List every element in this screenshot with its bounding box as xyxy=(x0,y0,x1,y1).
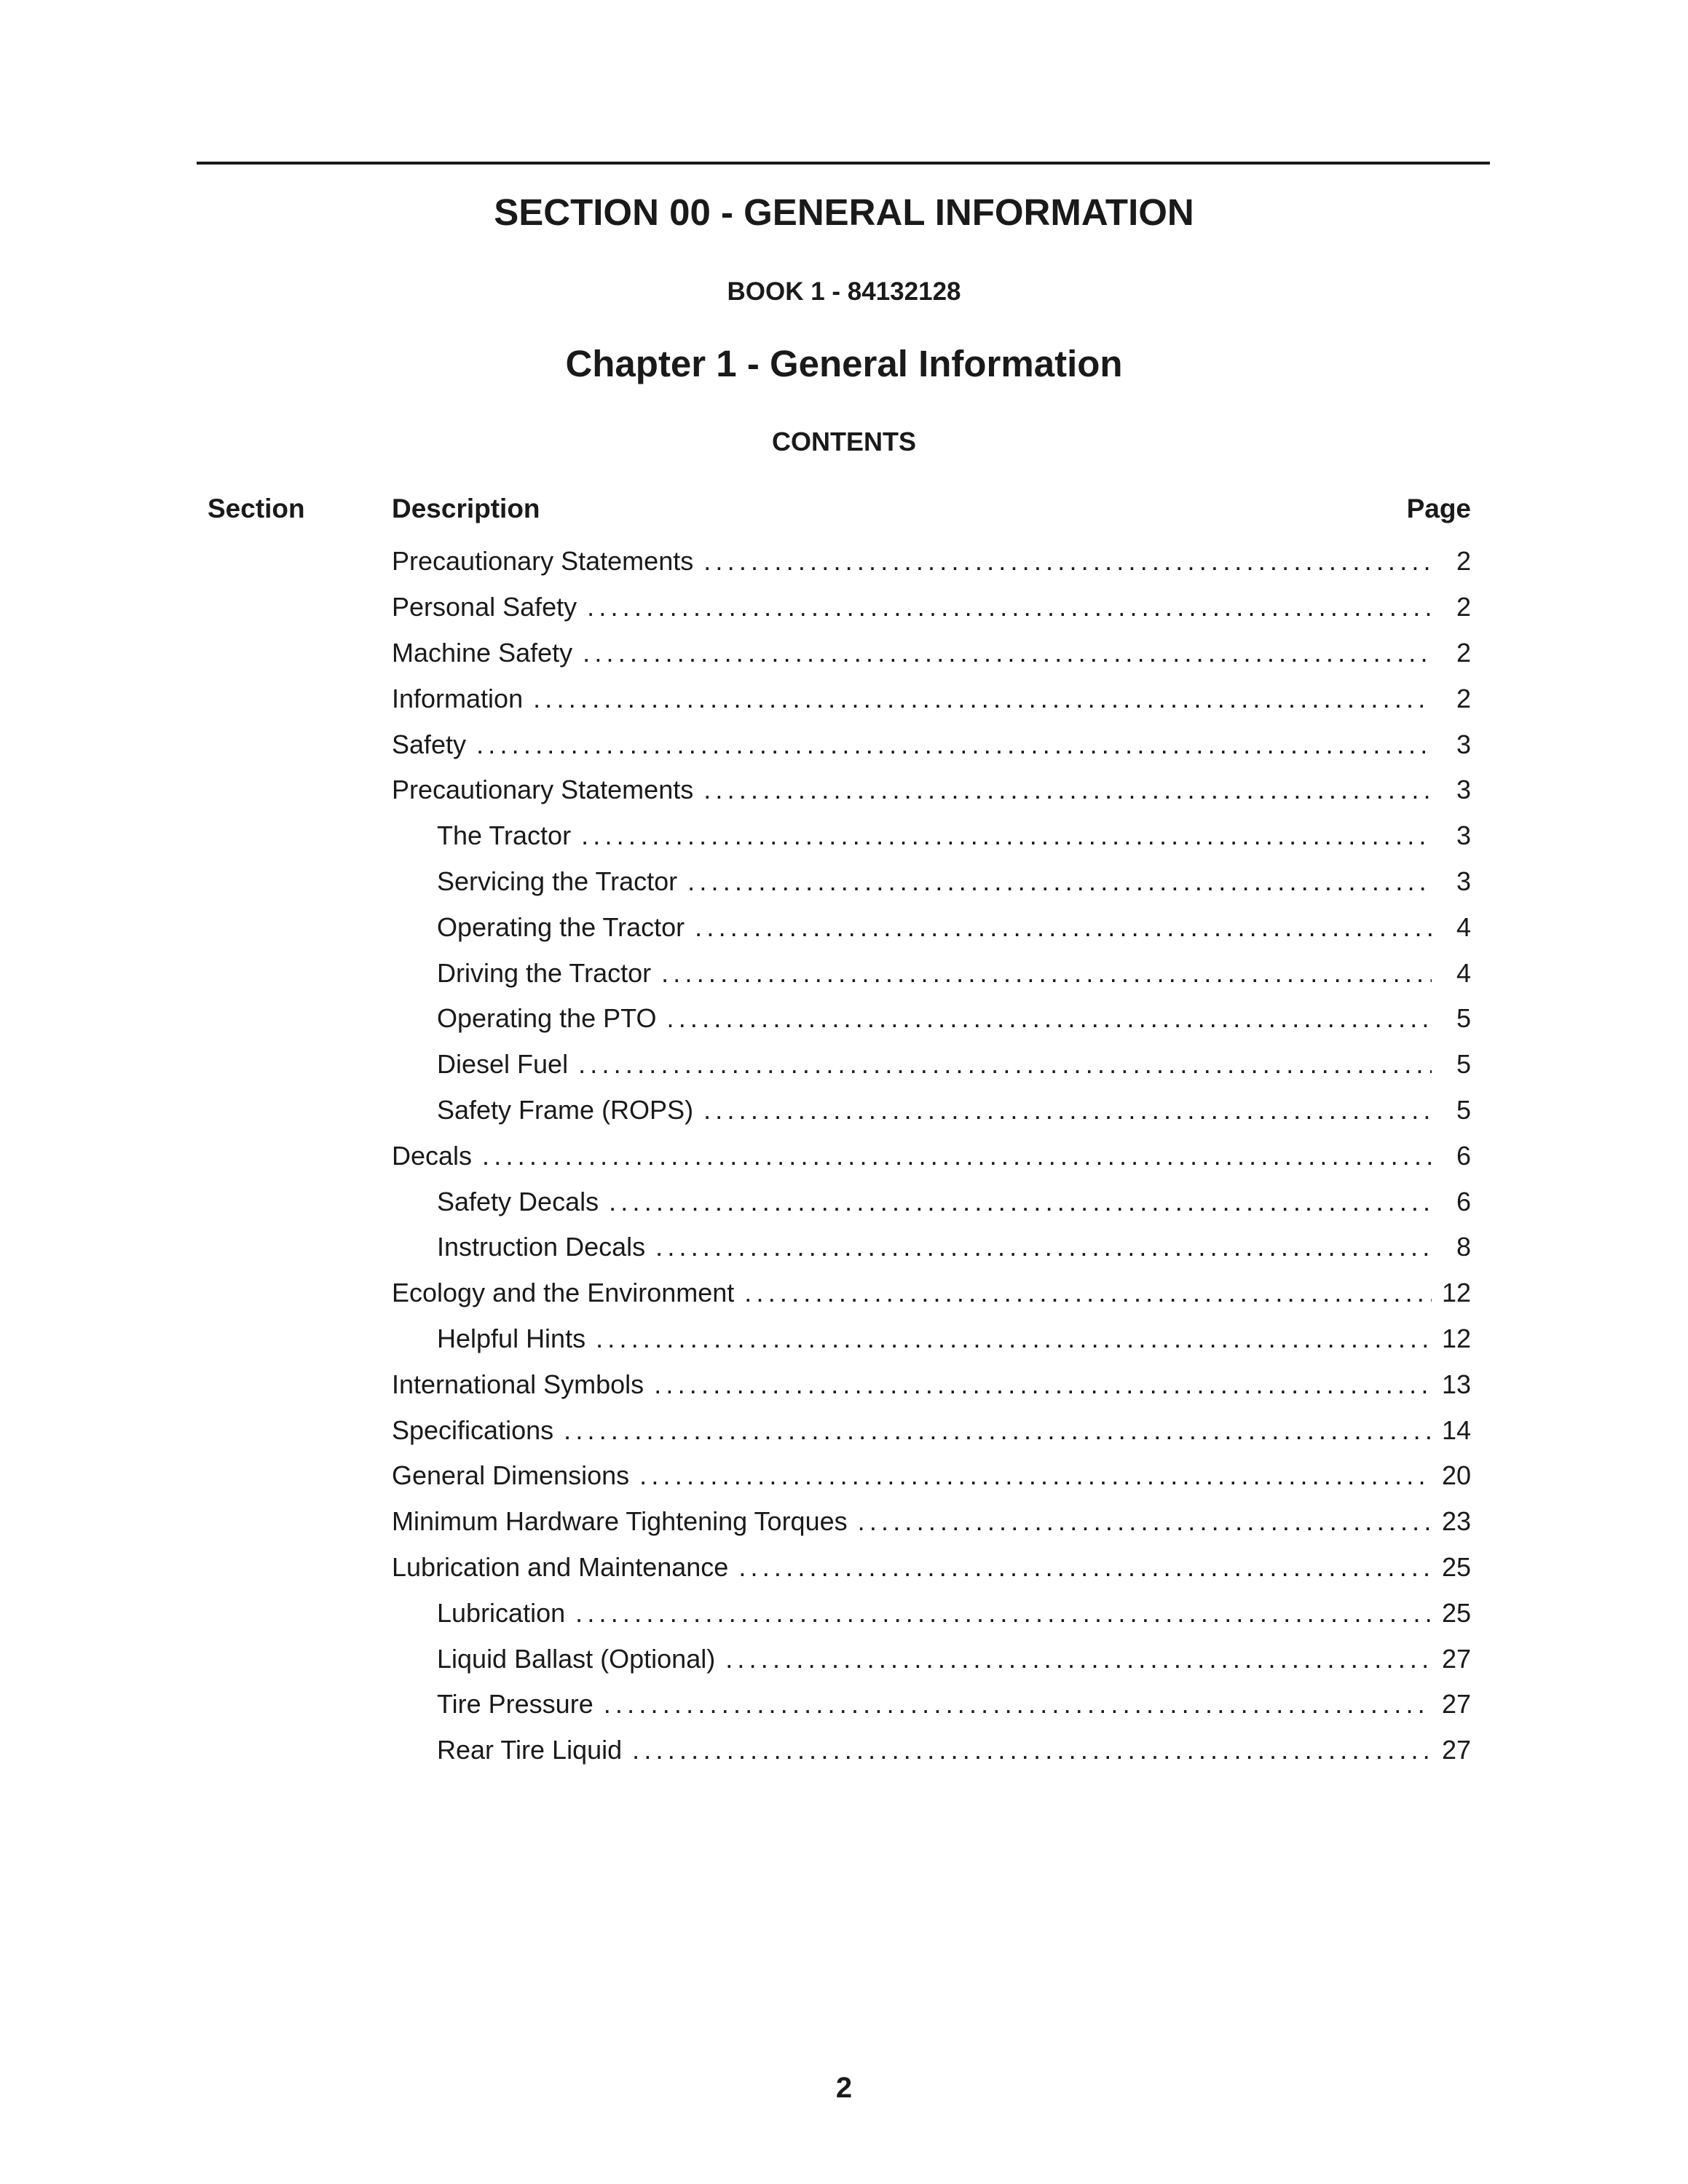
toc-entry[interactable] xyxy=(392,1270,1471,1316)
column-header-section: Section xyxy=(208,494,305,523)
toc-dot-leader xyxy=(476,729,1432,761)
toc-entry-page: 6 xyxy=(1456,1140,1471,1171)
toc-entry-title: Safety Decals xyxy=(437,1186,599,1216)
toc-entry-title: International Symbols xyxy=(392,1369,644,1399)
toc-entry-title: Lubrication xyxy=(437,1597,566,1628)
toc-entry-title: Instruction Decals xyxy=(437,1232,646,1262)
toc-dot-leader xyxy=(687,866,1432,898)
toc-entry-title: Helpful Hints xyxy=(437,1323,586,1353)
chapter-title: Chapter 1 - General Information xyxy=(565,343,1123,384)
toc-dot-leader xyxy=(639,1460,1432,1492)
toc-entry-title: Rear Tire Liquid xyxy=(437,1735,623,1765)
toc-entry-title: Safety Frame (ROPS) xyxy=(437,1094,694,1125)
toc-entry[interactable] xyxy=(392,767,1471,813)
toc-entry-page: 5 xyxy=(1456,1003,1471,1034)
toc-entry-title: Servicing the Tractor xyxy=(437,866,678,896)
toc-entry[interactable] xyxy=(392,1133,1471,1179)
toc-entry[interactable] xyxy=(392,1042,1471,1088)
toc-entry[interactable] xyxy=(392,539,1471,585)
page-number: 2 xyxy=(835,2072,853,2104)
column-header-description: Description xyxy=(392,494,540,523)
table-of-contents xyxy=(392,539,1471,1773)
toc-entry[interactable] xyxy=(392,1728,1471,1773)
toc-entry-title: Tire Pressure xyxy=(437,1689,593,1720)
toc-entry[interactable] xyxy=(392,1316,1471,1362)
section-title: SECTION 00 - GENERAL INFORMATION xyxy=(494,191,1194,233)
toc-dot-leader xyxy=(596,1323,1432,1355)
toc-entry[interactable] xyxy=(392,1499,1471,1545)
toc-entry-title: Specifications xyxy=(392,1415,554,1445)
toc-dot-leader xyxy=(583,637,1432,669)
toc-entry-title: General Dimensions xyxy=(392,1460,630,1491)
toc-entry-title: Ecology and the Environment xyxy=(392,1278,735,1308)
toc-dot-leader xyxy=(564,1415,1432,1447)
toc-entry-title: Decals xyxy=(392,1140,473,1171)
toc-entry-page: 3 xyxy=(1456,775,1471,805)
toc-entry-title: Information xyxy=(392,683,524,713)
toc-entry-title: Operating the Tractor xyxy=(437,911,685,942)
toc-entry-page: 3 xyxy=(1456,866,1471,896)
toc-entry-page: 5 xyxy=(1456,1049,1471,1080)
toc-entry[interactable] xyxy=(392,1224,1471,1270)
toc-entry-page: 2 xyxy=(1456,546,1471,577)
column-header-page: Page xyxy=(1406,494,1471,523)
toc-entry-page: 27 xyxy=(1441,1689,1471,1720)
toc-entry-title: Personal Safety xyxy=(392,592,577,622)
toc-entry-page: 25 xyxy=(1441,1551,1471,1582)
toc-entry-page: 4 xyxy=(1456,911,1471,942)
toc-dot-leader xyxy=(587,591,1432,623)
toc-entry-page: 6 xyxy=(1456,1186,1471,1216)
toc-dot-leader xyxy=(609,1186,1432,1218)
toc-entry-title: Driving the Tractor xyxy=(437,957,652,988)
toc-entry-page: 27 xyxy=(1441,1643,1471,1674)
toc-dot-leader xyxy=(604,1688,1432,1720)
toc-entry-page: 27 xyxy=(1441,1735,1471,1765)
toc-entry-page: 12 xyxy=(1441,1323,1471,1353)
toc-entry-title: Safety xyxy=(392,729,467,759)
toc-entry-title: Operating the PTO xyxy=(437,1003,657,1034)
toc-entry-page: 3 xyxy=(1456,820,1471,851)
toc-entry-title: The Tractor xyxy=(437,820,572,851)
toc-entry-title: Liquid Ballast (Optional) xyxy=(437,1643,716,1674)
toc-dot-leader xyxy=(744,1277,1432,1309)
contents-heading: CONTENTS xyxy=(772,427,916,456)
toc-dot-leader xyxy=(858,1506,1432,1538)
toc-entry-title: Machine Safety xyxy=(392,637,573,668)
toc-entry-page: 2 xyxy=(1456,592,1471,622)
toc-entry[interactable] xyxy=(392,721,1471,767)
toc-entry-page: 2 xyxy=(1456,683,1471,713)
toc-entry[interactable] xyxy=(392,996,1471,1042)
toc-entry-page: 13 xyxy=(1441,1369,1471,1399)
toc-entry[interactable] xyxy=(392,859,1471,905)
toc-dot-leader xyxy=(703,774,1432,806)
book-number: BOOK 1 - 84132128 xyxy=(727,277,961,306)
toc-dot-leader xyxy=(695,911,1432,943)
toc-entry[interactable] xyxy=(392,585,1471,630)
toc-dot-leader xyxy=(578,1048,1432,1080)
toc-dot-leader xyxy=(703,1094,1432,1126)
toc-entry[interactable] xyxy=(392,1179,1471,1224)
toc-entry-title: Precautionary Statements xyxy=(392,546,694,577)
toc-entry-page: 25 xyxy=(1441,1597,1471,1628)
toc-entry-page: 20 xyxy=(1441,1460,1471,1491)
toc-entry[interactable] xyxy=(392,1590,1471,1636)
toc-entry[interactable] xyxy=(392,630,1471,676)
toc-entry-page: 14 xyxy=(1441,1415,1471,1445)
toc-entry-page: 4 xyxy=(1456,957,1471,988)
toc-dot-leader xyxy=(738,1551,1432,1583)
toc-entry[interactable] xyxy=(392,1361,1471,1407)
toc-entry-page: 8 xyxy=(1456,1232,1471,1262)
toc-dot-leader xyxy=(654,1369,1432,1401)
toc-entry[interactable] xyxy=(392,1545,1471,1591)
toc-entry[interactable] xyxy=(392,950,1471,996)
toc-dot-leader xyxy=(667,1002,1432,1034)
toc-entry[interactable] xyxy=(392,1682,1471,1728)
toc-entry-page: 5 xyxy=(1456,1094,1471,1125)
toc-dot-leader xyxy=(703,545,1432,577)
toc-entry[interactable] xyxy=(392,1636,1471,1682)
toc-entry-title: Diesel Fuel xyxy=(437,1049,569,1080)
toc-dot-leader xyxy=(655,1231,1432,1263)
toc-entry-title: Precautionary Statements xyxy=(392,775,694,805)
toc-dot-leader xyxy=(581,820,1432,852)
top-divider xyxy=(197,162,1490,165)
toc-entry-title: Minimum Hardware Tightening Torques xyxy=(392,1506,848,1537)
toc-entry-title: Lubrication and Maintenance xyxy=(392,1551,729,1582)
toc-entry[interactable] xyxy=(392,813,1471,859)
toc-entry-page: 3 xyxy=(1456,729,1471,759)
toc-entry[interactable] xyxy=(392,904,1471,950)
toc-entry[interactable] xyxy=(392,676,1471,721)
toc-entry-page: 2 xyxy=(1456,637,1471,668)
toc-entry[interactable] xyxy=(392,1088,1471,1133)
toc-entry-page: 12 xyxy=(1441,1278,1471,1308)
toc-entry-page: 23 xyxy=(1441,1506,1471,1537)
toc-entry[interactable] xyxy=(392,1453,1471,1499)
toc-dot-leader xyxy=(725,1643,1432,1675)
toc-dot-leader xyxy=(533,683,1432,715)
toc-dot-leader xyxy=(575,1597,1432,1629)
toc-dot-leader xyxy=(661,957,1432,989)
toc-dot-leader xyxy=(482,1140,1432,1172)
toc-dot-leader xyxy=(632,1734,1432,1766)
toc-entry[interactable] xyxy=(392,1407,1471,1453)
